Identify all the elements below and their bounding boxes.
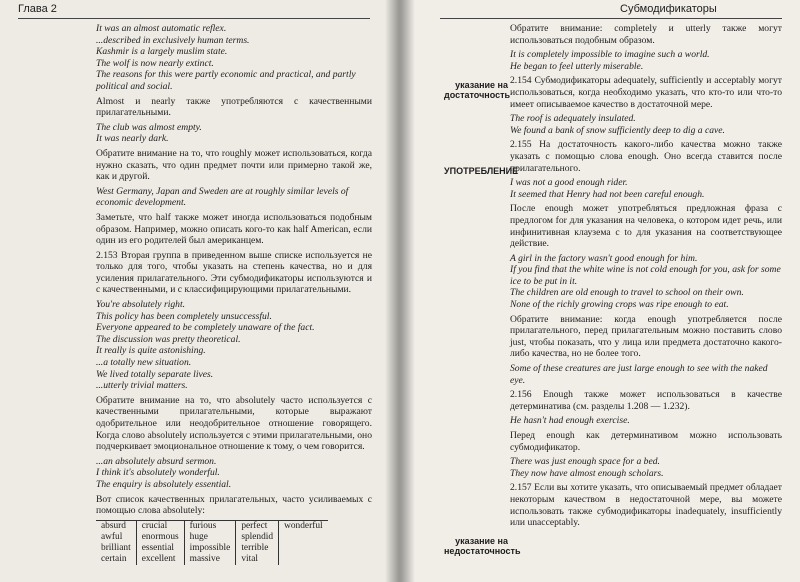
example-block <box>510 363 782 386</box>
table-cell: furious <box>184 520 236 532</box>
example-sentence: We lived totally separate lives. <box>96 368 214 380</box>
example-sentence: I think it's absolutely wonderful. <box>96 467 220 479</box>
example-block <box>510 113 782 136</box>
table-cell: perfect <box>236 520 279 532</box>
table-cell: excellent <box>136 554 184 565</box>
table-cell: brilliant <box>101 542 131 553</box>
table-cell: absurd <box>96 520 136 532</box>
paragraph: Almost и nearly также употребляются с качественными прилагательными. <box>96 95 372 119</box>
page-header-right: Субмодификаторы <box>440 0 782 19</box>
example-sentence: A girl in the factory wasn't good enough for him. <box>510 252 698 264</box>
example-sentence: It is completely impossible to imagine such a world. <box>510 49 710 61</box>
table-cell: essential <box>136 543 184 554</box>
example-block <box>96 456 372 491</box>
example-sentence: They now have almost enough scholars. <box>510 467 664 479</box>
table-cell: huge <box>184 532 236 543</box>
paragraph: Перед enough как детерминативом можно использовать субмодификатор. <box>510 430 782 453</box>
page-header-left: Глава 2 <box>18 0 370 19</box>
example-block <box>510 177 782 200</box>
table-cell: wonderful <box>279 520 328 532</box>
table-cell: terrible <box>236 543 279 554</box>
table-cell: impossible <box>184 543 236 554</box>
example-sentence: We found a bank of snow sufficiently deep to dig a cave. <box>510 124 725 136</box>
example-sentence: The discussion was pretty theoretical. <box>96 333 241 345</box>
example-block <box>510 253 782 311</box>
paragraph: Заметьте, что half также может иногда использоваться подобным образом. Например, можно описать кого-то как half American, если один из его родителей был американцем. <box>96 211 372 247</box>
example-sentence: It was nearly dark. <box>96 133 169 145</box>
table-cell <box>279 532 328 543</box>
example-sentence: There was just enough space for a bed. <box>510 456 660 468</box>
margin-label: указание на недостаточность <box>444 536 521 556</box>
paragraph: После enough может употребляться предложная фраза с предлогом for для указания на человека, о котором идет речь, или инфинитивная клаузема с to для указания на соответствующее действие. <box>510 203 782 250</box>
example-sentence: ...described in exclusively human terms. <box>96 34 250 46</box>
margin-label: указание на достаточность <box>444 80 511 100</box>
table-cell: splendid <box>236 532 279 543</box>
example-sentence: ...a totally new situation. <box>96 357 192 369</box>
paragraph: 2.157 Если вы хотите указать, что описываемый предмет обладает некоторым качеством в недостаточной мере, вы можете использовать также субмодификаторы inadequately, insufficiently или unacceptably. <box>510 482 782 529</box>
example-block <box>96 122 372 145</box>
example-sentence: The club was almost empty. <box>96 121 202 133</box>
example-sentence: If you find that the white wine is not cold enough for you, ask for some ice to be put in it. <box>510 264 781 287</box>
example-sentence: Some of these creatures are just large enough to see with the naked eye. <box>510 363 768 386</box>
paragraph: Обратите внимание: completely и utterly также могут использоваться подобным образом. <box>510 23 782 46</box>
example-block <box>96 186 372 209</box>
paragraph: 2.155 На достаточность какого-либо качества можно также указать с помощью слова enough. Оно всегда ставится после прилагательного. <box>510 139 782 174</box>
table-cell: massive <box>184 554 236 565</box>
paragraph: 2.153 Вторая группа в приведенном выше списке используется не только для того, чтобы указать на степень качества, но и для усиления прилагательного. Эти субмодификаторы используются и с качественными, и с классифицирующими прилагательными. <box>96 249 372 296</box>
paragraph: 2.154 Субмодификаторы adequately, sufficiently и acceptably могут использоваться, когда необходимо указать, что кто-то или что-то имеет описываемое качество в достаточной мере. <box>510 75 782 110</box>
example-block <box>96 23 372 93</box>
paragraph: Обратите внимание на то, что absolutely часто используется с качественными прилагательными, которые выражают одобрительное или неодобрительное отношение говорящего. Когда слово absolutely используется с этими прилагательными, оно подчеркивает эмоциональное отношение к тому, о чем говорится. <box>96 394 372 453</box>
paragraph: Обратите внимание: когда enough употребляется после прилагательного, перед прилагательным можно поставить слово just, чтобы показать, что у лица или предмета достаточно какого-либо качества, но не более того. <box>510 313 782 360</box>
example-sentence: The reasons for this were partly economic and practical, and partly political and social. <box>96 69 356 92</box>
example-sentence: West Germany, Japan and Sweden are at roughly similar levels of economic development. <box>96 185 349 209</box>
margin-label: УПОТРЕБЛЕНИЕ <box>444 166 519 176</box>
example-sentence: None of the richly growing crops was ripe enough to eat. <box>510 299 729 311</box>
example-block <box>510 49 782 72</box>
example-sentence: Kashmir is a largely muslim state. <box>96 46 228 58</box>
paragraph: Обратите внимание на то, что roughly может использоваться, когда нужно сказать, что один предмет почти или примерно такой же, как и другой. <box>96 147 372 183</box>
adjective-list-table <box>96 520 328 565</box>
table-cell: awful <box>101 531 123 542</box>
example-sentence: The roof is adequately insulated. <box>510 113 636 125</box>
example-block <box>96 299 372 392</box>
table-cell: enormous <box>136 532 184 543</box>
table-cell: certain <box>101 553 127 564</box>
example-sentence: He began to feel utterly miserable. <box>510 60 644 72</box>
example-sentence: ...utterly trivial matters. <box>96 380 188 392</box>
right-text-column <box>510 20 782 532</box>
example-sentence: He hasn't had enough exercise. <box>510 415 630 427</box>
example-sentence: It was an almost automatic reflex. <box>96 23 227 34</box>
paragraph: 2.156 Enough также может использоваться в качестве детерминатива (см. разделы 1.208 — 1.232). <box>510 389 782 412</box>
example-sentence: Everyone appeared to be completely unaware of the fact. <box>96 322 315 334</box>
example-sentence: This policy has been completely unsuccessful. <box>96 310 272 322</box>
left-text-column <box>96 20 372 565</box>
example-sentence: The wolf is now nearly extinct. <box>96 57 214 69</box>
example-sentence: The children are old enough to travel to school on their own. <box>510 287 744 299</box>
example-sentence: It really is quite astonishing. <box>96 345 206 357</box>
example-sentence: The enquiry is absolutely essential. <box>96 478 232 490</box>
example-block <box>510 415 782 427</box>
example-sentence: You're absolutely right. <box>96 299 186 311</box>
table-cell: vital <box>236 554 279 565</box>
right-page <box>400 0 800 582</box>
book-gutter-shadow <box>385 0 415 582</box>
table-cell <box>279 543 328 554</box>
table-cell <box>279 554 328 565</box>
example-sentence: I was not a good enough rider. <box>510 177 628 189</box>
example-block <box>510 456 782 479</box>
example-sentence: ...an absolutely absurd sermon. <box>96 455 217 467</box>
example-sentence: It seemed that Henry had not been careful enough. <box>510 188 705 200</box>
paragraph: Вот список качественных прилагательных, часто усиливаемых с помощью слова absolutely: <box>96 493 372 517</box>
table-cell: crucial <box>136 520 184 532</box>
